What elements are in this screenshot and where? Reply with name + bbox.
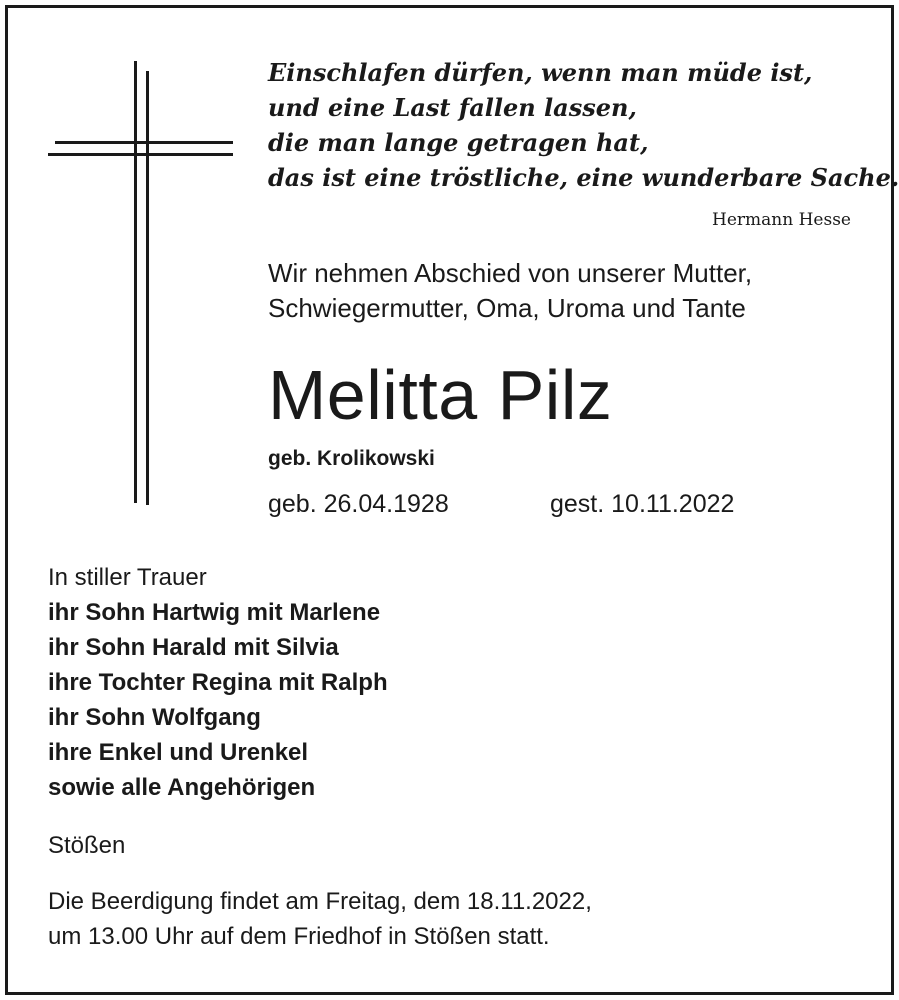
quote-author: Hermann Hesse: [712, 210, 851, 230]
mourner-entry: sowie alle Angehörigen: [48, 774, 316, 801]
mourners-intro: In stiller Trauer: [48, 564, 207, 591]
mourner-entry: ihr Sohn Hartwig mit Marlene: [48, 599, 381, 626]
birth-date: geb. 26.04.1928: [268, 490, 449, 518]
intro-line: Schwiegermutter, Oma, Uroma und Tante: [268, 293, 746, 323]
mourner-entry: ihr Sohn Harald mit Silvia: [48, 634, 339, 661]
death-date: gest. 10.11.2022: [550, 490, 735, 518]
quote-line: das ist eine tröstliche, eine wunderbare Sache.: [268, 163, 899, 192]
quote-line: Einschlafen dürfen, wenn man müde ist,: [268, 58, 813, 87]
funeral-line: Die Beerdigung findet am Freitag, dem 18.11.2022,: [48, 888, 592, 915]
birth-name: geb. Krolikowski: [268, 447, 435, 470]
mourner-entry: ihre Tochter Regina mit Ralph: [48, 669, 388, 696]
quote-line: und eine Last fallen lassen,: [268, 93, 637, 122]
mourner-entry: ihre Enkel und Urenkel: [48, 739, 309, 766]
funeral-line: um 13.00 Uhr auf dem Friedhof in Stößen statt.: [48, 923, 550, 950]
place: Stößen: [48, 832, 126, 859]
deceased-name: Melitta Pilz: [268, 356, 613, 434]
mourner-entry: ihr Sohn Wolfgang: [48, 704, 261, 731]
intro-line: Wir nehmen Abschied von unserer Mutter,: [268, 258, 753, 288]
quote-line: die man lange getragen hat,: [268, 128, 649, 157]
